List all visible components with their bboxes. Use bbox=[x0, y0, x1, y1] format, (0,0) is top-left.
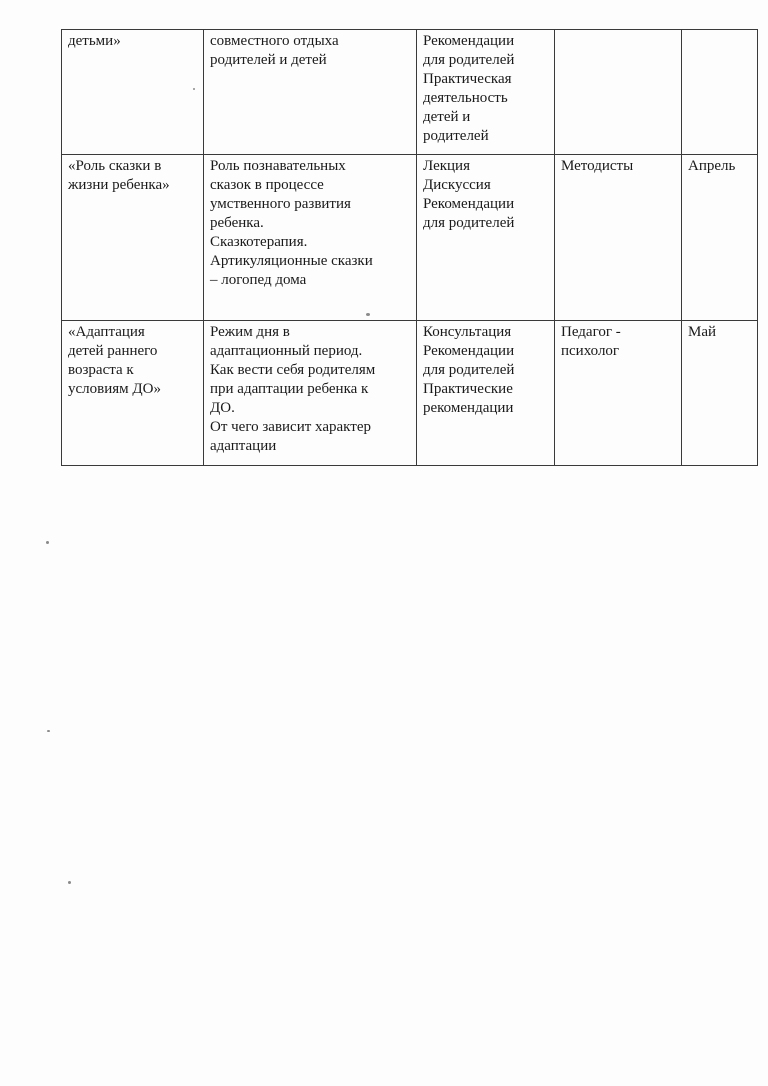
scan-speck bbox=[47, 730, 50, 732]
form-cell: Лекция Дискуссия Рекомендации для родителей bbox=[417, 155, 555, 321]
content-cell: совместного отдыха родителей и детей bbox=[204, 30, 417, 155]
month-cell: Апрель bbox=[682, 155, 758, 321]
form-cell: Рекомендации для родителей Практическая деятельность детей и родителей bbox=[417, 30, 555, 155]
scan-speck bbox=[68, 881, 71, 884]
responsible-cell: Педагог - психолог bbox=[555, 321, 682, 466]
responsible-cell bbox=[555, 30, 682, 155]
content-cell: Роль познавательных сказок в процессе умственного развития ребенка. Сказкотерапия. Артикуляционные сказки – логопед дома bbox=[204, 155, 417, 321]
scan-speck bbox=[366, 313, 370, 316]
month-cell: Май bbox=[682, 321, 758, 466]
topic-cell: «Адаптация детей раннего возраста к условиям ДО» bbox=[62, 321, 204, 466]
month-cell bbox=[682, 30, 758, 155]
responsible-cell: Методисты bbox=[555, 155, 682, 321]
table-row bbox=[62, 155, 758, 321]
table-row bbox=[62, 30, 758, 155]
topic-cell: детьми» bbox=[62, 30, 204, 155]
topic-cell: «Роль сказки в жизни ребенка» bbox=[62, 155, 204, 321]
scan-speck bbox=[46, 541, 49, 544]
table-row bbox=[62, 321, 758, 466]
scan-speck bbox=[193, 88, 195, 90]
form-cell: Консультация Рекомендации для родителей Практические рекомендации bbox=[417, 321, 555, 466]
content-cell: Режим дня в адаптационный период. Как вести себя родителям при адаптации ребенка к ДО. От чего зависит характер адаптации bbox=[204, 321, 417, 466]
event-plan-table bbox=[61, 29, 758, 466]
